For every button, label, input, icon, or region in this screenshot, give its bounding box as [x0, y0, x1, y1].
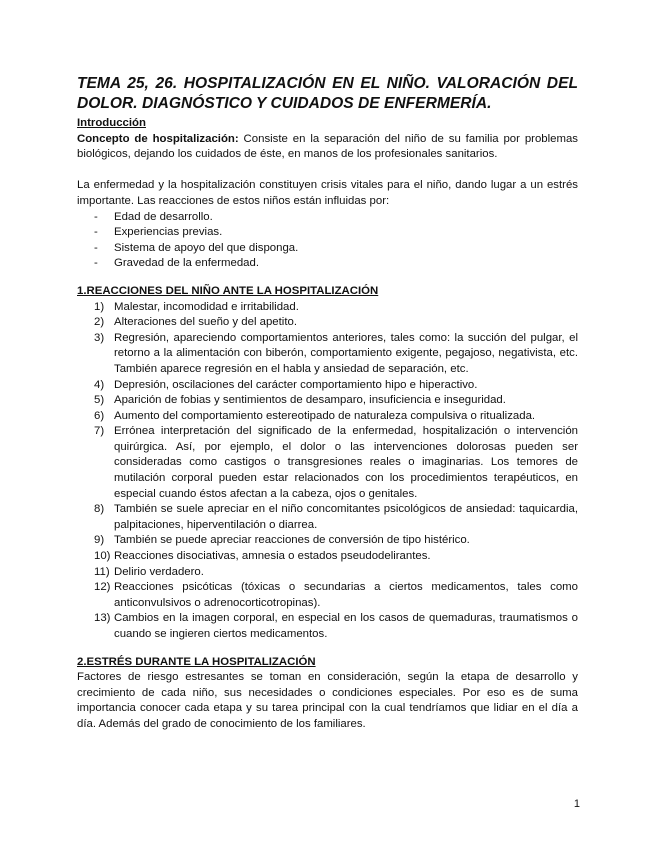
list-item: - Edad de desarrollo.: [77, 210, 578, 226]
list-item: [77, 393, 578, 409]
item-number: 5): [94, 394, 105, 407]
item-text: Regresión, apareciendo comportamientos anteriores, tales como: la succión del pulgar, el retorno a la alimentación con biberón, comportamiento exigente, pegajoso, negativista, etc. También aparece regresión en el habla y ansiedad de separación, etc.: [114, 331, 578, 375]
item-number: 7): [94, 425, 105, 438]
document-title: TEMA 25, 26. HOSPITALIZACIÓN EN EL NIÑO. VALORACIÓN DEL DOLOR. DIAGNÓSTICO Y CUIDADOS DE ENFERMERÍA.: [77, 75, 578, 112]
item-text: Errónea interpretación del significado de la enfermedad, hospitalización o intervención quirúrgica. Así, por ejemplo, el dolor o las intervenciones dolorosas pueden ser consideradas como castigos o transgresiones reales o imaginarias. Los temores de mutilación corporal pueden estar relacionados con los procedimientos terapéuticos, en especial cuando éstos afectan a la cabeza, ojos o genitales.: [114, 425, 578, 500]
item-number: 8): [94, 503, 105, 516]
item-number: 12): [94, 581, 111, 594]
item-number: 13): [94, 612, 111, 625]
item-text: Aumento del comportamiento estereotipado de naturaleza compulsiva o ritualizada.: [114, 409, 536, 422]
intro-heading: Introducción: [77, 117, 146, 129]
list-item: - Gravedad de la enfermedad.: [77, 256, 578, 272]
list-item: [77, 409, 578, 425]
list-item: [77, 549, 578, 565]
item-number: 3): [94, 331, 105, 344]
item-text: Aparición de fobias y sentimientos de desamparo, insuficiencia e inseguridad.: [114, 394, 506, 407]
concept-paragraph: [77, 132, 578, 163]
list-item: [77, 315, 578, 331]
item-text: Delirio verdadero.: [114, 565, 204, 578]
page-number: 1: [573, 798, 580, 810]
item-text: También se puede apreciar reacciones de conversión de tipo histérico.: [114, 534, 470, 547]
concept-text: Consiste en la separación del niño de su familia por problemas biológicos, dejando los cuidados de éste, en manos de los profesionales sanitarios.: [77, 132, 579, 161]
item-number: 1): [94, 300, 105, 313]
item-number: 6): [94, 409, 105, 422]
list-item: [77, 533, 578, 549]
item-number: 11): [94, 565, 110, 578]
list-item: - Experiencias previas.: [77, 225, 578, 241]
item-number: 4): [94, 378, 105, 391]
concept-label: Concepto de hospitalización:: [77, 132, 239, 145]
list-item: - Sistema de apoyo del que disponga.: [77, 241, 578, 257]
item-text: Cambios en la imagen corporal, en especial en los casos de quemaduras, traumatismos o cuando se ingieren ciertos medicamentos.: [114, 612, 578, 640]
item-number: 2): [94, 316, 105, 329]
influences-list: [77, 210, 578, 272]
list-item: [77, 300, 578, 316]
reactions-list: [77, 300, 578, 643]
list-item: [77, 502, 578, 533]
list-item: [77, 331, 578, 378]
item-text: Depresión, oscilaciones del carácter comportamiento hipo e hiperactivo.: [114, 378, 478, 391]
item-text: Malestar, incomodidad e irritabilidad.: [114, 300, 299, 313]
crisis-paragraph: La enfermedad y la hospitalización constituyen crisis vitales para el niño, dando lugar a un estrés importante. Las reacciones de estos niños están influidas por:: [77, 179, 578, 207]
list-item: [77, 580, 578, 611]
list-item: [77, 424, 578, 502]
document-page: [77, 74, 578, 733]
section-2-paragraph: Factores de riesgo estresantes se toman en consideración, según la etapa de desarrollo y crecimiento de cada niño, sus necesidades o condiciones especiales. Por eso es de suma importancia conocer cada etapa y su tarea principal con la cual tendríamos que lidiar en el día a día. Además del grado de conocimiento de los familiares.: [77, 671, 578, 730]
item-number: 10): [94, 550, 111, 563]
item-number: 9): [94, 534, 105, 547]
section-1-heading: 1.REACCIONES DEL NIÑO ANTE LA HOSPITALIZACIÓN: [77, 284, 379, 297]
section-2-heading: 2.ESTRÉS DURANTE LA HOSPITALIZACIÓN: [77, 655, 316, 668]
list-item: [77, 611, 578, 642]
item-text: Reacciones psicóticas (tóxicas o secundarias a ciertos medicamentos, tales como anticonvulsivos o adrenocorticotropinas).: [114, 581, 578, 609]
list-item: [77, 565, 578, 581]
item-text: También se suele apreciar en el niño concomitantes psicológicos de ansiedad: taquicardia, palpitaciones, hiperventilación o diarrea.: [114, 503, 578, 531]
item-text: Alteraciones del sueño y del apetito.: [114, 316, 298, 329]
list-item: [77, 378, 578, 394]
item-text: Reacciones disociativas, amnesia o estados pseudodelirantes.: [114, 550, 431, 563]
spacer: [77, 163, 578, 179]
